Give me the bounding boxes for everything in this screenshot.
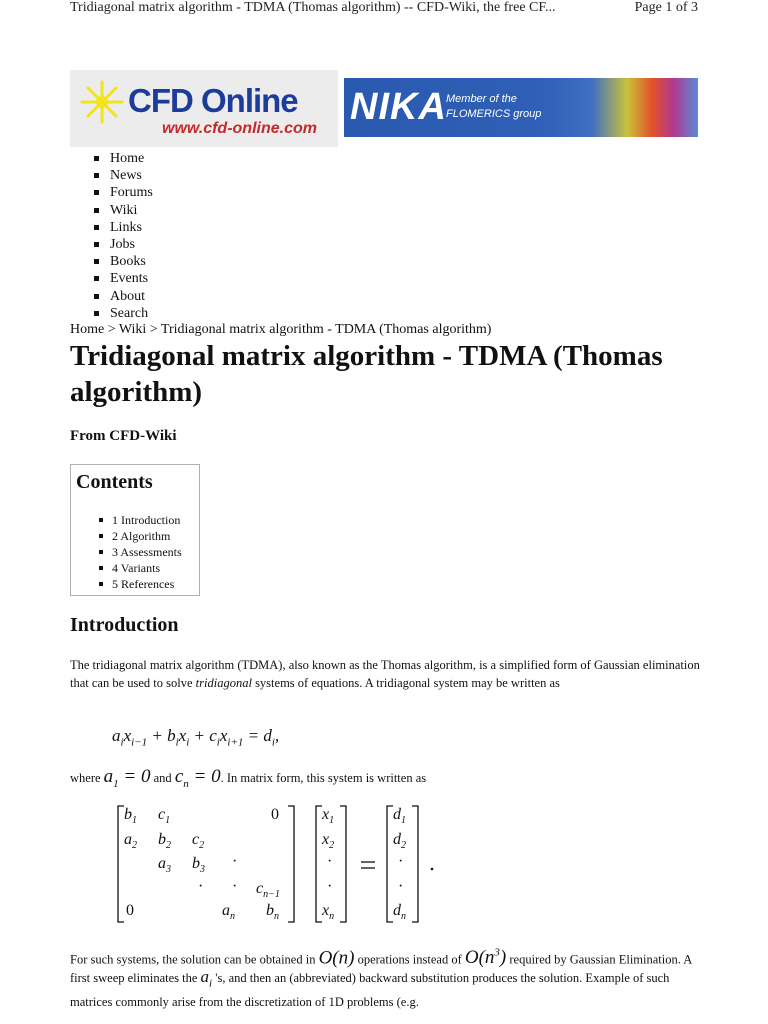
math-on3: $O(n^3)$ [464, 947, 507, 969]
complexity-text-4: 's, and then an (abbreviated) backward substitution produces the solution. Example of such matrices commonly arise from the discretization of 1D problems (e.g. [70, 971, 670, 1009]
intro-text-2: systems of equations. A tridiagonal system may be written as [251, 676, 560, 690]
nav-item-about[interactable]: About [94, 288, 153, 305]
math-on: O(n) [318, 947, 355, 969]
section-title-introduction: Introduction [70, 614, 179, 636]
breadcrumb[interactable]: Home > Wiki > Tridiagonal matrix algorithm - TDMA (Thomas algorithm) [70, 322, 492, 337]
sponsor-logo: NIKA [350, 86, 447, 128]
complexity-text-2: operations instead of [357, 952, 462, 967]
print-title: Tridiagonal matrix algorithm - TDMA (Thomas algorithm) -- CFD-Wiki, the free CF... [70, 0, 556, 15]
and-text: and [153, 771, 172, 785]
main-nav [94, 150, 153, 322]
logo-url: www.cfd-online.com [162, 120, 317, 137]
nav-item-home[interactable]: Home [94, 150, 153, 167]
sun-icon [80, 80, 124, 124]
nav-item-news[interactable]: News [94, 167, 153, 184]
where-text: where [70, 771, 101, 785]
nav-item-search[interactable]: Search [94, 305, 153, 322]
toc-item[interactable]: 3 Assessments [99, 544, 182, 560]
logo-title: CFD Online [128, 82, 298, 119]
toc-item[interactable]: 5 References [99, 576, 182, 592]
boundary-paragraph [70, 768, 700, 793]
sponsor-line-1: Member of the [446, 93, 517, 105]
intro-paragraph [70, 656, 700, 692]
page-source: From CFD-Wiki [70, 428, 177, 444]
nav-item-jobs[interactable]: Jobs [94, 236, 153, 253]
page-title: Tridiagonal matrix algorithm - TDMA (Thomas algorithm) [70, 340, 663, 408]
intro-text-1: The tridiagonal matrix algorithm (TDMA), also known as the Thomas algorithm, is a simplified form of Gaussian elimination that can be used to solve [70, 658, 700, 690]
toc-title: Contents [76, 471, 153, 493]
sponsor-text [446, 92, 541, 122]
nav-item-events[interactable]: Events [94, 270, 153, 287]
toc-item[interactable]: 4 Variants [99, 560, 182, 576]
nav-item-links[interactable]: Links [94, 219, 153, 236]
site-logo[interactable] [70, 70, 338, 147]
toc-item[interactable]: 1 Introduction [99, 512, 182, 528]
print-header [70, 0, 698, 22]
matrix-form-text: . In matrix form, this system is written as [220, 771, 427, 785]
sponsor-line-2: FLOMERICS group [446, 108, 542, 120]
nav-item-wiki[interactable]: Wiki [94, 202, 153, 219]
complexity-text-1: For such systems, the solution can be obtained in [70, 952, 316, 967]
math-cn: $c_n = 0$ [174, 766, 221, 790]
toc-item[interactable]: 2 Algorithm [99, 528, 182, 544]
complexity-text-3: required by Gaussian Elimination. A first sweep eliminates the [70, 952, 692, 986]
equation-tridiagonal: $a_ix_{i-1} + b_ix_i + c_ix_{i+1} = d_i$, [112, 726, 280, 749]
complexity-paragraph [70, 944, 700, 1011]
nav-item-forums[interactable]: Forums [94, 184, 153, 201]
sponsor-banner[interactable] [344, 78, 698, 137]
table-of-contents [70, 464, 200, 596]
intro-italic: tridiagonal [195, 676, 252, 690]
math-ai: $a_i$ [200, 967, 213, 990]
nav-item-books[interactable]: Books [94, 253, 153, 270]
page-number: Page 1 of 3 [634, 0, 698, 15]
matrix-equation: $b_1$ $c_1$ 0 $a_2$ $b_2$ $c_2$ $a_3$ $b_3$ · · · $c_{n-1}$ 0 $a_n$ $b_n$ $x_1$ $x_2$ · · $x_n$ $d_1$ $d_2$ · · $d_n$ [110, 804, 450, 926]
math-a1: $a_1 = 0$ [103, 766, 151, 790]
toc-list [99, 512, 182, 592]
